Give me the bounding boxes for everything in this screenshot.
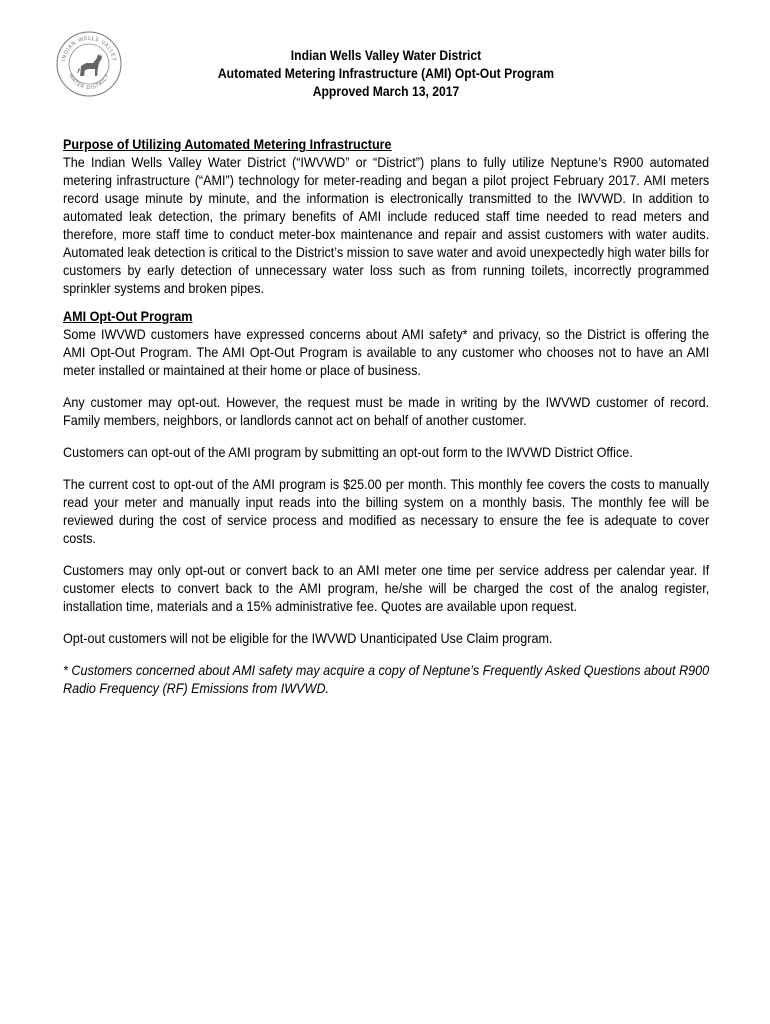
document-header <box>147 47 626 101</box>
optout-paragraph-5: Customers may only opt-out or convert back to an AMI meter one time per service address per calendar year. If customer elects to convert back to the AMI program, he/she will be charged the cost of the analog register, installation time, materials and a 15% administrative fee. Quotes are available upon request. <box>63 562 710 614</box>
optout-paragraph-6: Opt-out customers will not be eligible for the IWVWD Unanticipated Use Claim program. <box>63 630 553 646</box>
optout-paragraph-3: Customers can opt-out of the AMI program by submitting an opt-out form to the IWVWD District Office. <box>63 444 633 460</box>
optout-paragraph-4: The current cost to opt-out of the AMI program is $25.00 per month. This monthly fee covers the costs to manually read your meter and manually input reads into the billing system on a monthly basis. The monthly fee will be reviewed during the cost of service process and modified as necessary to ensure the fee is adequate to cover costs. <box>63 476 710 546</box>
header-organization: Indian Wells Valley Water District <box>290 48 482 63</box>
optout-paragraph-2: Any customer may opt-out. However, the request must be made in writing by the IWVWD customer of record. Family members, neighbors, or landlords cannot act on behalf of another customer. <box>63 394 710 428</box>
svg-text:WATER DISTRICT <box>67 73 111 91</box>
header-program-title: Automated Metering Infrastructure (AMI) Opt-Out Program <box>217 66 555 81</box>
seal-text-bottom: WATER DISTRICT <box>67 72 111 92</box>
header-approval-date: Approved March 13, 2017 <box>312 84 460 99</box>
optout-paragraph-1: Some IWVWD customers have expressed concerns about AMI safety* and privacy, so the District is offering the AMI Opt-Out Program. The AMI Opt-Out Program is available to any customer who chooses not to have an AMI meter installed or maintained at their home or place of business. <box>63 326 710 378</box>
purpose-paragraph: The Indian Wells Valley Water District (“IWVWD” or “District”) plans to fully utilize Neptune’s R900 automated metering infrastructure (“AMI”) technology for meter-reading and began a pilot project February 2017. AMI meters record usage minute by minute, and the information is electronically transmitted to the IWVWD. In addition to automated leak detection, the primary benefits of AMI include reduced staff time needed to read meters and therefore, more staff time to conduct meter-box maintenance and repair and assist customers with water audits. Automated leak detection is critical to the District’s mission to save water and avoid unexpectedly high water bills for customers by early detection of unnecessary water loss such as from running toilets, incorrectly programmed sprinkler systems and broken pipes. <box>63 154 710 296</box>
document-body <box>63 135 709 697</box>
purpose-heading: Purpose of Utilizing Automated Metering Infrastructure <box>63 136 392 152</box>
seal-text-top: INDIAN WELLS VALLEY <box>61 35 117 62</box>
optout-heading: AMI Opt-Out Program <box>63 308 193 324</box>
safety-footnote: * Customers concerned about AMI safety may acquire a copy of Neptune’s Frequently Asked Questions about R900 Radio Frequency (RF) Emissions from IWVWD. <box>63 662 710 696</box>
district-seal-icon <box>55 30 123 98</box>
